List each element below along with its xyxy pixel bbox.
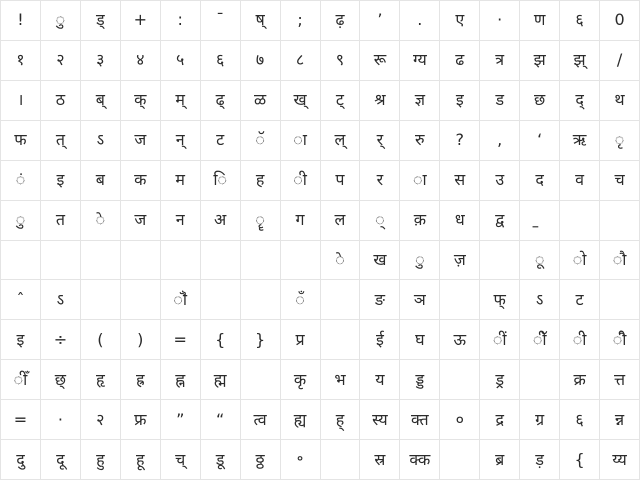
glyph-cell[interactable]: छ (520, 81, 560, 121)
glyph-cell[interactable] (241, 280, 281, 320)
glyph-cell[interactable]: ज (121, 121, 161, 161)
glyph-cell[interactable]: र (360, 161, 400, 201)
glyph-cell[interactable]: ृ (600, 121, 640, 161)
glyph-cell[interactable]: क्र (560, 360, 600, 400)
glyph-cell[interactable]: अ (201, 201, 241, 241)
glyph-cell[interactable]: । (1, 81, 41, 121)
glyph-cell[interactable]: ड़ (520, 440, 560, 480)
glyph-cell[interactable]: ळ (241, 81, 281, 121)
glyph-cell[interactable]: = (161, 320, 201, 360)
glyph-cell[interactable]: “ (201, 400, 241, 440)
glyph-cell[interactable]: ÷ (41, 320, 81, 360)
glyph-cell[interactable]: · (41, 400, 81, 440)
glyph-cell[interactable]: , (480, 121, 520, 161)
glyph-cell[interactable]: ऽ (520, 280, 560, 320)
glyph-cell[interactable]: थ (600, 81, 640, 121)
glyph-cell[interactable]: ह्र (121, 360, 161, 400)
glyph-cell[interactable]: { (201, 320, 241, 360)
glyph-cell[interactable]: ह्न (161, 360, 201, 400)
glyph-cell[interactable]: स्य (360, 400, 400, 440)
glyph-cell[interactable]: ष् (241, 1, 281, 41)
glyph-cell[interactable]: ऊ (440, 320, 480, 360)
glyph-cell[interactable]: ट (560, 280, 600, 320)
glyph-cell[interactable] (440, 280, 480, 320)
glyph-cell[interactable]: ड् (81, 1, 121, 41)
glyph-cell[interactable]: न (161, 201, 201, 241)
glyph-cell[interactable]: ज़ (440, 241, 480, 281)
glyph-cell[interactable]: ङ (360, 280, 400, 320)
glyph-cell[interactable]: ( (81, 320, 121, 360)
glyph-cell[interactable]: ण (520, 1, 560, 41)
glyph-cell[interactable]: ल् (321, 121, 361, 161)
glyph-cell[interactable]: . (400, 1, 440, 41)
glyph-cell[interactable]: ो (560, 241, 600, 281)
glyph-cell[interactable]: ी (281, 161, 321, 201)
glyph-cell[interactable]: ऽ (81, 121, 121, 161)
glyph-cell[interactable]: ु (1, 201, 41, 241)
glyph-cell[interactable]: रु (400, 121, 440, 161)
glyph-cell[interactable]: द् (560, 81, 600, 121)
glyph-cell[interactable]: दू (41, 440, 81, 480)
glyph-cell[interactable] (161, 241, 201, 281)
glyph-cell[interactable] (201, 280, 241, 320)
glyph-cell[interactable]: ट् (321, 81, 361, 121)
glyph-cell[interactable]: य्य (600, 440, 640, 480)
glyph-cell[interactable]: ा (400, 161, 440, 201)
glyph-cell[interactable] (321, 320, 361, 360)
glyph-cell[interactable] (440, 440, 480, 480)
glyph-cell[interactable]: ए (440, 1, 480, 41)
glyph-cell[interactable] (520, 201, 560, 241)
glyph-cell[interactable] (480, 241, 520, 281)
glyph-cell[interactable]: घ (400, 320, 440, 360)
glyph-cell[interactable]: ीै (600, 320, 640, 360)
glyph-cell[interactable]: ५ (161, 41, 201, 81)
glyph-cell[interactable]: न्न (600, 400, 640, 440)
glyph-cell[interactable]: ि (201, 161, 241, 201)
glyph-cell[interactable] (520, 360, 560, 400)
glyph-cell[interactable] (1, 241, 41, 281)
glyph-cell[interactable]: ा (281, 121, 321, 161)
glyph-cell[interactable] (600, 280, 640, 320)
glyph-cell[interactable]: क्त (400, 400, 440, 440)
glyph-cell[interactable] (41, 241, 81, 281)
glyph-cell[interactable]: ॅ (241, 121, 281, 161)
glyph-cell[interactable]: च (600, 161, 640, 201)
glyph-cell[interactable]: क (121, 161, 161, 201)
glyph-cell[interactable]: दु (1, 440, 41, 480)
glyph-cell[interactable]: / (600, 41, 640, 81)
glyph-cell[interactable]: ब् (81, 81, 121, 121)
glyph-cell[interactable]: ग्य (400, 41, 440, 81)
glyph-cell[interactable]: ! (1, 1, 41, 41)
glyph-cell[interactable] (281, 241, 321, 281)
glyph-cell[interactable]: ं (1, 161, 41, 201)
glyph-cell[interactable]: प (321, 161, 361, 201)
glyph-cell[interactable]: ब्र (480, 440, 520, 480)
glyph-cell[interactable]: प्र (281, 320, 321, 360)
glyph-cell[interactable]: ) (121, 320, 161, 360)
glyph-cell[interactable] (321, 280, 361, 320)
glyph-cell[interactable] (241, 360, 281, 400)
glyph-cell[interactable]: ौ (600, 241, 640, 281)
glyph-cell[interactable]: ह्य (281, 400, 321, 440)
glyph-cell[interactable]: } (241, 320, 281, 360)
glyph-cell[interactable]: ३ (81, 41, 121, 81)
glyph-cell[interactable]: ू (520, 241, 560, 281)
glyph-cell[interactable]: ु (41, 1, 81, 41)
glyph-cell[interactable]: ” (161, 400, 201, 440)
glyph-cell[interactable]: ल (321, 201, 361, 241)
glyph-cell[interactable]: ऋ (560, 121, 600, 161)
glyph-cell[interactable]: ् (360, 201, 400, 241)
glyph-cell[interactable]: ‘ (520, 121, 560, 161)
glyph-cell[interactable]: श्र (360, 81, 400, 121)
glyph-cell[interactable]: २ (81, 400, 121, 440)
glyph-cell[interactable]: झ् (560, 41, 600, 81)
glyph-cell[interactable] (321, 440, 361, 480)
glyph-cell[interactable]: ु (400, 241, 440, 281)
glyph-cell[interactable]: ड्र (480, 360, 520, 400)
glyph-cell[interactable]: १ (1, 41, 41, 81)
glyph-cell[interactable]: फ् (480, 280, 520, 320)
glyph-cell[interactable]: २ (41, 41, 81, 81)
glyph-cell[interactable]: हु (81, 440, 121, 480)
glyph-cell[interactable]: ७ (241, 41, 281, 81)
glyph-cell[interactable]: कृ (281, 360, 321, 400)
glyph-cell[interactable]: म् (161, 81, 201, 121)
glyph-cell[interactable]: ज्ञ (400, 81, 440, 121)
glyph-cell[interactable]: इ (1, 320, 41, 360)
glyph-cell[interactable]: : (161, 1, 201, 41)
glyph-cell[interactable]: स्र (360, 440, 400, 480)
glyph-cell[interactable]: हू (121, 440, 161, 480)
glyph-cell[interactable]: डू (201, 440, 241, 480)
glyph-cell[interactable]: ग्र (520, 400, 560, 440)
glyph-cell[interactable]: फ्र (121, 400, 161, 440)
glyph-cell[interactable]: ज (121, 201, 161, 241)
glyph-cell[interactable] (121, 241, 161, 281)
glyph-cell[interactable]: क़ (400, 201, 440, 241)
glyph-cell[interactable]: फ (1, 121, 41, 161)
glyph-cell[interactable] (560, 201, 600, 241)
glyph-cell[interactable]: ीँ (1, 360, 41, 400)
glyph-cell[interactable]: झ (520, 41, 560, 81)
glyph-cell[interactable]: उ (480, 161, 520, 201)
glyph-cell[interactable]: 0 (600, 1, 640, 41)
glyph-cell[interactable]: द्व (480, 201, 520, 241)
glyph-cell[interactable]: य (360, 360, 400, 400)
glyph-cell[interactable]: द (520, 161, 560, 201)
glyph-cell[interactable]: च् (161, 440, 201, 480)
glyph-cell[interactable]: ब (81, 161, 121, 201)
glyph-cell[interactable]: त्त (600, 360, 640, 400)
glyph-cell[interactable]: इ (41, 161, 81, 201)
glyph-cell[interactable]: रू (360, 41, 400, 81)
glyph-cell[interactable]: ञ (400, 280, 440, 320)
glyph-cell[interactable]: ढ़ (321, 1, 361, 41)
glyph-cell[interactable]: ढ् (201, 81, 241, 121)
glyph-cell[interactable] (81, 241, 121, 281)
glyph-cell[interactable]: द्र (480, 400, 520, 440)
glyph-cell[interactable]: त (41, 201, 81, 241)
glyph-cell[interactable]: ठ (41, 81, 81, 121)
glyph-cell[interactable]: ६ (201, 41, 241, 81)
glyph-cell[interactable]: े (81, 201, 121, 241)
glyph-cell[interactable]: ६ (560, 1, 600, 41)
glyph-cell[interactable]: ठ्ठ (241, 440, 281, 480)
glyph-cell[interactable]: ट (201, 121, 241, 161)
glyph-cell[interactable]: इ (440, 81, 480, 121)
glyph-cell[interactable]: ह (241, 161, 281, 201)
glyph-cell[interactable]: ˆ (1, 280, 41, 320)
glyph-cell[interactable]: न् (161, 121, 201, 161)
glyph-cell[interactable]: ० (440, 400, 480, 440)
glyph-cell[interactable]: क्क (400, 440, 440, 480)
glyph-cell[interactable]: त्व (241, 400, 281, 440)
glyph-cell[interactable]: ; (281, 1, 321, 41)
glyph-cell[interactable]: ह्म (201, 360, 241, 400)
glyph-cell[interactable]: त् (41, 121, 81, 161)
glyph-cell[interactable] (241, 241, 281, 281)
glyph-cell[interactable]: ८ (281, 41, 321, 81)
glyph-cell[interactable]: ह् (321, 400, 361, 440)
glyph-cell[interactable] (81, 280, 121, 320)
glyph-cell[interactable]: ॏ (161, 280, 201, 320)
glyph-cell[interactable]: ’ (360, 1, 400, 41)
glyph-cell[interactable]: ध (440, 201, 480, 241)
glyph-cell[interactable]: हृ (81, 360, 121, 400)
glyph-cell[interactable]: े (321, 241, 361, 281)
glyph-cell[interactable]: ँ (281, 280, 321, 320)
glyph-cell[interactable]: + (121, 1, 161, 41)
glyph-cell[interactable]: छ् (41, 360, 81, 400)
glyph-cell[interactable] (440, 360, 480, 400)
glyph-cell[interactable]: = (1, 400, 41, 440)
glyph-cell[interactable]: व (560, 161, 600, 201)
glyph-cell[interactable]: ४ (121, 41, 161, 81)
glyph-cell[interactable]: त्र (480, 41, 520, 81)
glyph-cell[interactable]: र् (360, 121, 400, 161)
glyph-cell[interactable]: ? (440, 121, 480, 161)
glyph-cell[interactable] (201, 241, 241, 281)
glyph-cell[interactable]: क् (121, 81, 161, 121)
glyph-cell[interactable]: ग (281, 201, 321, 241)
glyph-cell[interactable]: ऽ (41, 280, 81, 320)
glyph-cell[interactable]: ॄ (241, 201, 281, 241)
glyph-cell[interactable]: ड्ड (400, 360, 440, 400)
glyph-cell[interactable]: स (440, 161, 480, 201)
glyph-cell[interactable]: ढ (440, 41, 480, 81)
glyph-cell[interactable]: ॰ (281, 440, 321, 480)
glyph-cell[interactable]: ˉ (201, 1, 241, 41)
glyph-cell[interactable]: · (480, 1, 520, 41)
glyph-cell[interactable]: ीॅ (520, 320, 560, 360)
glyph-cell[interactable]: ९ (321, 41, 361, 81)
glyph-cell[interactable]: { (560, 440, 600, 480)
glyph-cell[interactable]: ड (480, 81, 520, 121)
glyph-cell[interactable] (600, 201, 640, 241)
glyph-cell[interactable]: ई (360, 320, 400, 360)
glyph-cell[interactable]: भ (321, 360, 361, 400)
glyph-cell[interactable]: ीं (480, 320, 520, 360)
glyph-cell[interactable]: ख (360, 241, 400, 281)
glyph-cell[interactable]: म (161, 161, 201, 201)
glyph-cell[interactable]: ६ (560, 400, 600, 440)
glyph-cell[interactable] (121, 280, 161, 320)
glyph-cell[interactable]: ख् (281, 81, 321, 121)
glyph-cell[interactable]: ीे (560, 320, 600, 360)
